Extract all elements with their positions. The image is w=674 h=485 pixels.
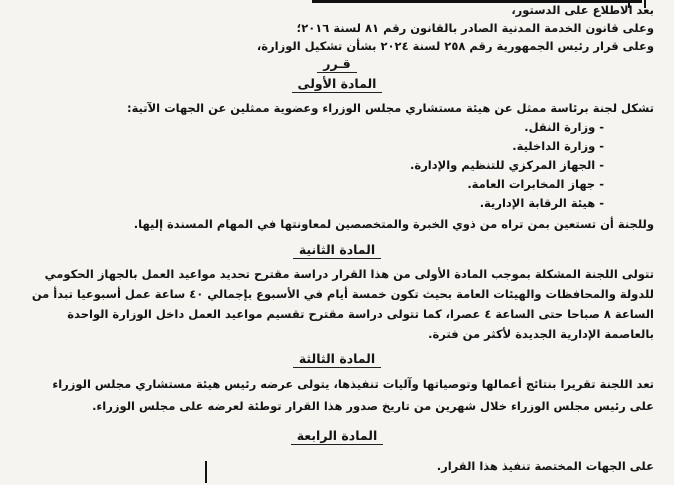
article2-line-4: بالعاصمة الإدارية الجديدة لأكثر من فترة.: [428, 327, 654, 341]
article3-line-2: على رئيس مجلس الوزراء خلال شهرين من تاريخ صدور هذا القرار توطئة لعرضه على مجلس الوزراء.: [92, 399, 654, 413]
preamble-line-3: وعلى قرار رئيس الجمهورية رقم ٢٥٨ لسنة ٢٠٢٤ بشأن تشكيل الوزارة،: [256, 39, 654, 53]
article1-member-5: - هيئة الرقابة الإدارية.: [479, 196, 604, 210]
article2-line-1: تتولى اللجنة المشكلة بموجب المادة الأولى من هذا القرار دراسة مقترح تحديد مواعيد العمل بالجهاز الحكومي: [44, 267, 654, 281]
article1-member-1: - وزارة النقل.: [524, 120, 604, 134]
article1-title: المادة الأولى: [20, 76, 654, 93]
article4-title: المادة الرابعة: [20, 428, 654, 445]
article2-line-3: الساعة ٨ صباحا حتى الساعة ٤ عصرا، كما تتولى دراسة مقترح تقسيم مواعيد العمل داخل الوزارة الواحدة: [67, 307, 654, 321]
article1-member-3: - الجهاز المركزي للتنظيم والإدارة.: [410, 158, 604, 172]
article3-line-1: تعد اللجنة تقريرا بنتائج أعمالها وتوصياتها وآليات تنفيذها، يتولى عرضه رئيس هيئة مستشاري مجلس الوزراء: [52, 377, 654, 391]
margin-mark: [205, 461, 207, 483]
preamble-line-1: بعد الاطلاع على الدستور،: [511, 3, 654, 17]
article2-line-2: للدولة والمحافظات والهيئات العامة بحيث تكون خمسة أيام في الأسبوع بإجمالي ٤٠ ساعة عمل أسبوعيا تبدأ من: [31, 287, 654, 301]
preamble-line-2: وعلى قانون الخدمة المدنية الصادر بالقانون رقم ٨١ لسنة ٢٠١٦؛: [296, 21, 654, 35]
article1-closing: وللجنة أن تستعين بمن تراه من ذوي الخبرة والمتخصصين لمعاونتها في المهام المسندة إليها.: [133, 217, 654, 231]
article4-line-1: على الجهات المختصة تنفيذ هذا القرار.: [436, 459, 654, 473]
article2-title: المادة الثانية: [20, 242, 654, 259]
article1-member-2: - وزارة الداخلية.: [512, 139, 604, 153]
decision-heading: قـرر: [20, 56, 654, 73]
article3-title: المادة الثالثة: [20, 351, 654, 368]
article1-intro: تشكل لجنة برئاسة ممثل عن هيئة مستشاري مجلس الوزراء وعضوية ممثلين عن الجهات الآتية:: [126, 101, 654, 115]
article1-member-4: - جهاز المخابرات العامة.: [467, 177, 604, 191]
